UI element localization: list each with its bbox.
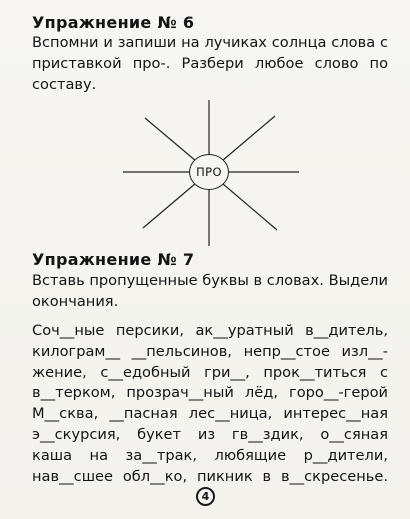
exercise-line: нав__сшее обл__ко, пикник в в__скресенье. bbox=[32, 467, 388, 485]
exercise-6-instruction: Вспомни и запиши на лучиках солнца слова с приставкой про-. Разбери любое слово по составу. bbox=[32, 34, 388, 93]
sun-center-circle: ПРО bbox=[189, 154, 229, 190]
exercise-line: М__сква, __пасная лес__ница, интерес__ная bbox=[32, 405, 388, 423]
exercise-line: э__скурсия, букет из гв__здик, о__сяная bbox=[32, 425, 388, 443]
exercise-7-word-list bbox=[32, 321, 388, 487]
exercise-line: жение, с__едобный гри__, прок__титься с bbox=[32, 363, 388, 381]
exercise-line: в__терком, прозрач__ный лёд, горо__-герой bbox=[32, 384, 388, 402]
page-number-badge: 4 bbox=[196, 487, 215, 506]
exercise-6-heading: Упражнение № 6 bbox=[32, 13, 195, 32]
exercise-line: Соч__ные персики, ак__уратный в__дитель, bbox=[32, 322, 388, 339]
exercise-7-heading: Упражнение № 7 bbox=[32, 250, 195, 269]
exercise-line: каша на за__трак, любящие р__дители, bbox=[32, 446, 388, 464]
sun-diagram bbox=[115, 98, 305, 248]
exercise-line: килограм__ __пельсинов, непр__стое изл__- bbox=[32, 342, 388, 360]
exercise-7-instruction: Вставь пропущенные буквы в словах. Выдели окончания. bbox=[32, 272, 388, 310]
